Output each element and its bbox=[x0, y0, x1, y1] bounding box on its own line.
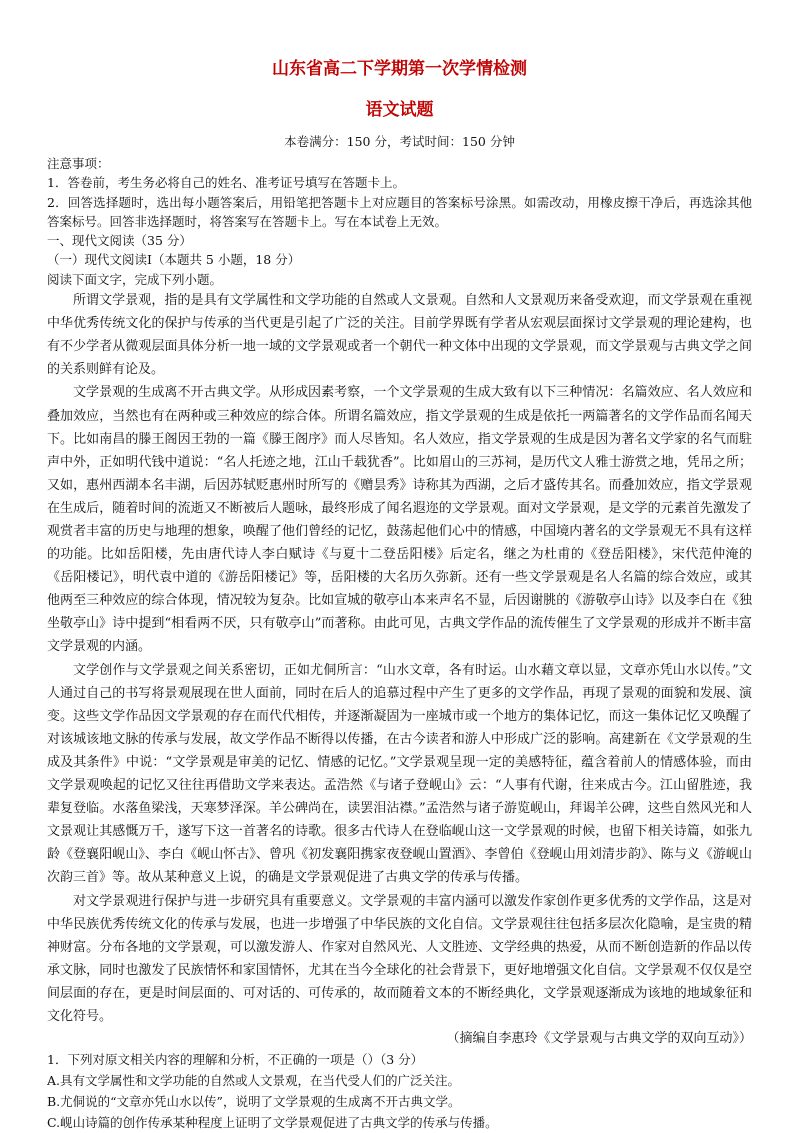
passage-paragraph: 文学景观的生成离不开古典文学。从形成因素考察，一个文学景观的生成大致有以下三种情况：名篇效应、名人效应和叠加效应，当然也有在两种或三种效应的综合体。所谓名篇效应，指文学景观的生成是依托一两篇著名的文学作品而名闻天下。比如南昌的滕王阁因王勃的一篇《滕王阁序》而人尽皆知。名人效应，指文学景观的生成是因为著名文学家的名气而駐声中外，正如明代钱中道说：“名人托迹之地，江山千载犹香”。比如眉山的三苏祠，是历代文人雅士游赏之地，凭吊之所；又如，惠州西湖本名丰湖，后因苏轼贬惠州时所写的《赠昙秀》诗称其为西湖，之后才盛传其名。而叠加效应，指文学景观在生成后，随着时间的流逝又不断被后人题咏，最终形成了闻名遐迩的文学景观。面对文学景观，是文学的元素首先激发了观赏者丰富的历史与地理的想象，唤醒了他们曾经的记忆，鼓荡起他们心中的情感，中国境内著名的文学景观无不具有这样的功能。比如岳阳楼，先由唐代诗人李白赋诗《与夏十二登岳阳楼》后定名，继之为杜甫的《登岳阳楼》，宋代范仲淹的《岳阳楼记》，明代袁中道的《游岳阳楼记》等，岳阳楼的大名历久弥新。还有一些文学景观是名人名篇的综合效应，或其他两至三种效应的综合体现，情况较为复杂。比如宣城的敬亭山本来声名不显，后因谢朓的《游敬亭山诗》以及李白在《独坐敬亭山》诗中提到“相看两不厌，只有敬亭山”而著称。由此可见，古典文学作品的流传催生了文学景观的形成并不断丰富文学景观的内涵。 bbox=[47, 385, 752, 655]
passage-paragraph: 对文学景观进行保护与进一步研究具有重要意义。文学景观的丰富内涵可以激发作家创作更多优秀的文学作品，这是对中华民族优秀传统文化的传承与发展，也进一步增强了中华民族的文化自信。文学景观往往包括多层次化隐喻，是宝贵的精神财富。分布各地的文学景观，可以激发游人、作家对自然风光、人文胜迹、文学经典的热爱，从而不断创造新的作品以传承文脉，同时也激发了民族情怀和家国情怀，尤其在当今全球化的社会背景下，更好地增强文化自信。文学景观不仅仅是空间层面的存在，更是时间层面的、可对话的、可传承的，故而随着文本的不断经典化，文学景观逐渐成为该地的地域象征和文化符号。 bbox=[47, 893, 752, 1024]
section-heading: 一、现代文阅读（35 分） bbox=[47, 233, 192, 249]
question-option: C.岘山诗篇的创作传承某种程度上证明了文学景观促进了古典文学的传承与传播。 bbox=[47, 1115, 498, 1131]
notice-heading: 注意事项： bbox=[47, 156, 110, 171]
exam-meta: 本卷满分：150 分，考试时间：150 分钟 bbox=[284, 134, 515, 149]
exam-subtitle: 语文试题 bbox=[365, 100, 434, 120]
passage-paragraph: 文学创作与文学景观之间关系密切，正如尤侗所言：“山水文章，各有时运。山水藉文章以显，文章亦凭山水以传。”文人通过自己的书写将景观展现在世人面前，同时在后人的追慕过程中产生了更多的文学作品，再现了景观的面貌和发展、演变。这些文学作品因文学景观的存在而代代相传，并逐渐凝固为一座城市或一个地方的集体记忆，而这一集体记忆又唤醒了对该城该地文脉的传承与发展，故文学作品不断得以传播，在古今读者和游人中形成广泛的影响。高建新在《文学景观的生成及其条件》中说：“文学景观是审美的记忆、情感的记忆。”文学景观呈现一定的美感特征，蕴含着前人的情感体验，而由文学景观唤起的记忆又往往再借助文学来表达。孟浩然《与诸子登岘山》云：“人事有代谢，往来成古今。江山留胜迹，我辈复登临。水落鱼梁浅，天寒梦泽深。羊公碑尚在，读罢泪沾襟。”孟浩然与诸子游览岘山，拜谒羊公碑，这些自然风光和人文景观让其感慨万千，遂写下这一首著名的诗歌。很多古代诗人在登临岘山这一文学景观的时候，也留下相关诗篇，如张九龄《登襄阳岘山》、李白《岘山怀古》、曾巩《初发襄阳携家夜登岘山置酒》、李曾伯《登岘山用刘清步韵》、陈与义《游岘山次韵三首》等。故从某种意义上说，的确是文学景观促进了古典文学的传承与传播。 bbox=[47, 662, 752, 886]
exam-title: 山东省高二下学期第一次学情检测 bbox=[272, 59, 527, 79]
section-sub-heading: （一）现代文阅读Ⅰ（本题共 5 小题，18 分） bbox=[47, 252, 301, 268]
question-stem: 1．下列对原文相关内容的理解和分析，不正确的一项是（）（3 分） bbox=[47, 1052, 424, 1068]
notice-item: 2．回答选择题时，选出每小题答案后，用铅笔把答题卡上对应题目的答案标号涂黑。如需改动，用橡皮擦干净后，再选涂其他答案标号。回答非选择题时，将答案写在答题卡上。写在本试卷上无效。 bbox=[47, 194, 752, 229]
passage-paragraph: 所谓文学景观，指的是具有文学属性和文学功能的自然或人文景观。自然和人文景观历来备受欢迎，而文学景观在重视中华优秀传统文化的保护与传承的当代更是引起了广泛的关注。目前学界既有学者从宏观层面探讨文学景观的理论建构，也有不少学者从微观层面具体分析一地一域的文学景观或者一个朝代一种文体中出现的文学景观，而文学景观与古典文学之间的关系则鲜有论及。 bbox=[47, 293, 752, 378]
passage-source: （摘编自李惠玲《文学景观与古典文学的双向互动》） bbox=[446, 1031, 752, 1047]
question-option: B.尤侗说的“文章亦凭山水以传”，说明了文学景观的生成离不开古典文学。 bbox=[47, 1094, 461, 1110]
section-instruction: 阅读下面文字，完成下列小题。 bbox=[47, 271, 223, 287]
question-option: A.具有文学属性和文学功能的自然或人文景观，在当代受人们的广泛关注。 bbox=[47, 1073, 461, 1089]
notice-item: 1．答卷前，考生务必将自己的姓名、准考证号填写在答题卡上。 bbox=[47, 175, 405, 191]
